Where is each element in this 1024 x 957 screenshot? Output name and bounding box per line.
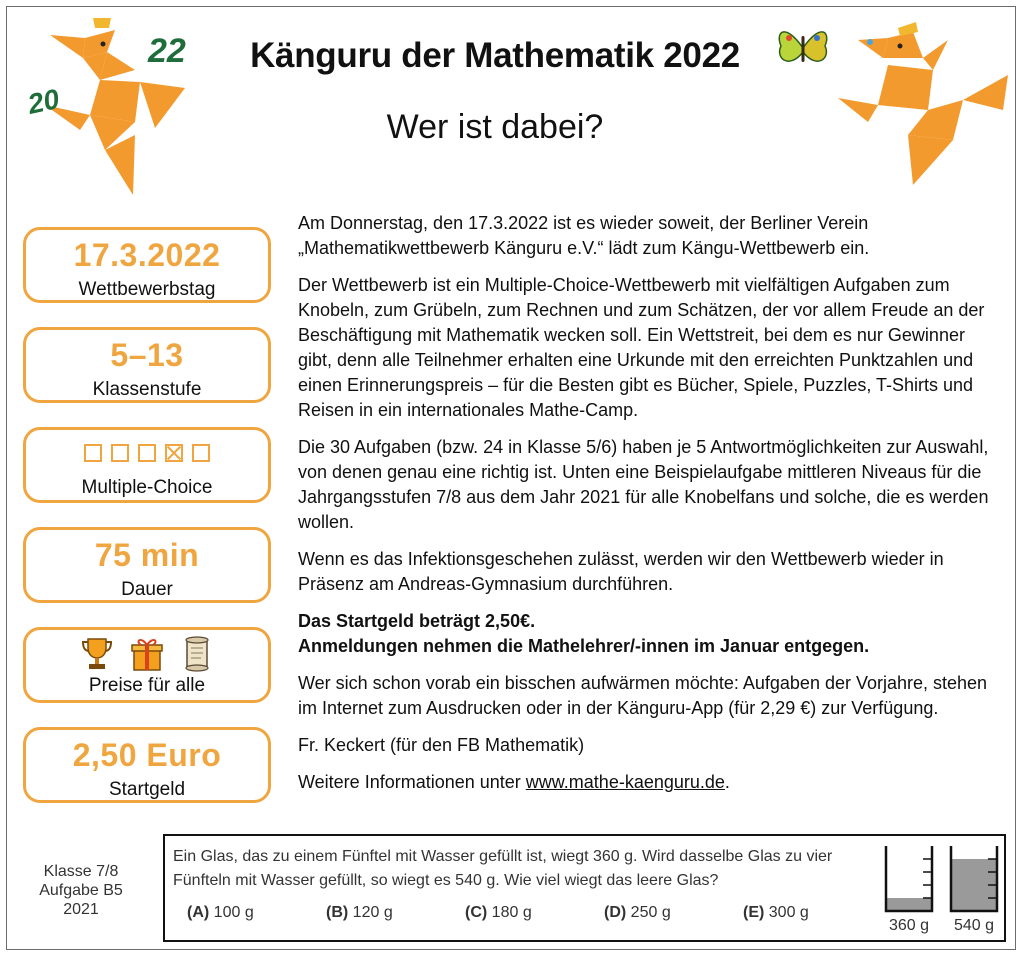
task-number: Aufgabe B5: [39, 882, 123, 899]
task-meta: [22, 862, 140, 919]
paragraph-intro: Am Donnerstag, den 17.3.2022 ist es wieder soweit, der Berliner Verein „Mathematikwettbewerb Känguru e.V.“ lädt zum Kängu-Wettbewerb ein.: [298, 213, 870, 258]
answer-value: 300 g: [768, 904, 809, 921]
answer-value: 120 g: [352, 904, 393, 921]
answer-letter: (A): [187, 904, 210, 921]
page-subtitle: Wer ist dabei?: [386, 108, 604, 146]
task-year: 2021: [63, 901, 99, 918]
checkbox-icon: [138, 444, 156, 462]
info-box-label: Startgeld: [108, 779, 186, 800]
paragraph-venue: Wenn es das Infektionsgeschehen zulässt, werden wir den Wettbewerb wieder in Präsenz am Andreas-Gymnasium durchführen.: [298, 549, 944, 594]
answer-letter: (D): [604, 904, 627, 921]
info-box-value: 75 min: [94, 537, 200, 573]
year-suffix: 22: [148, 32, 186, 70]
paragraph-description: Der Wettbewerb ist ein Multiple-Choice-Wettbewerb mit vielfältigen Aufgaben zum Knobeln, zum Grübeln, zum Rechnen und zum Schätzen, der vor allem Freude an der Beschäftigung mit Mathematik wecken soll. Ein Wettstreit, bei dem es nur Gewinner gibt, denn alle Teilnehmer erhalten eine Urkunde mit den erreichten Punktzahlen und einen Erinnerungspreis – für die Besten gibt es Bücher, Spiele, Puzzles, T-Shirts und Reisen in ein internationales Mathe-Camp.: [298, 275, 985, 420]
paragraph-more-info: [298, 770, 998, 795]
info-box-value: 2,50 Euro: [72, 737, 222, 773]
glass-icon: [951, 846, 997, 911]
paragraph-practice: Wer sich schon vorab ein bisschen aufwärmen möchte: Aufgaben der Vorjahre, stehen im Internet zum Ausdrucken oder in der Känguru-App (für 2,29 €) zur Verfügung.: [298, 673, 988, 718]
glass-icon: [886, 846, 932, 911]
answer-option-d: [604, 904, 743, 922]
answer-option-c: [465, 904, 604, 922]
info-box-label: Klassenstufe: [92, 379, 202, 400]
answer-letter: (E): [743, 904, 765, 921]
answer-value: 100 g: [213, 904, 254, 921]
task-question: Ein Glas, das zu einem Fünftel mit Wasser gefüllt ist, wiegt 360 g. Wird dasselbe Glas zu vier Fünfteln mit Wasser gefüllt, so wiegt es 540 g. Wie viel wiegt das leere Glas?: [173, 848, 833, 889]
paragraph-tasks: Die 30 Aufgaben (bzw. 24 in Klasse 5/6) haben je 5 Antwortmöglichkeiten zur Auswahl, von denen genau eine richtig ist. Unten eine Beispielaufgabe mittleren Niveaus für die Jahrgangsstufen 7/8 aus dem Jahr 2021 für alle Knobelfans und solche, die es werden wollen.: [298, 437, 989, 532]
glass-label-2: 540 g: [954, 917, 995, 934]
more-info-prefix: Weitere Informationen unter: [298, 772, 526, 792]
answer-option-a: [187, 904, 326, 922]
answer-option-e: [743, 904, 882, 922]
answer-option-b: [326, 904, 465, 922]
info-box-grades: [23, 327, 271, 403]
page-title: Känguru der Mathematik 2022: [250, 36, 740, 75]
scroll-icon: [181, 636, 213, 672]
checkbox-icon: [84, 444, 102, 462]
info-box-date: [23, 227, 271, 303]
info-box-fee: [23, 727, 271, 803]
info-box-label: Wettbewerbstag: [78, 279, 216, 300]
answer-value: 250 g: [630, 904, 671, 921]
info-box-prizes: [23, 627, 271, 703]
website-link[interactable]: www.mathe-kaenguru.de: [525, 772, 725, 792]
glass-label-1: 360 g: [889, 917, 930, 934]
fee-note: Das Startgeld beträgt 2,50€.: [298, 611, 536, 631]
answer-letter: (B): [326, 904, 349, 921]
year-prefix: 20: [25, 83, 62, 120]
paragraph-registration: [298, 609, 998, 659]
info-box-value: 17.3.2022: [73, 237, 221, 273]
gift-icon: [131, 636, 163, 672]
more-info-suffix: .: [724, 772, 730, 792]
trophy-icon: [81, 636, 113, 672]
answer-letter: (C): [465, 904, 488, 921]
body-text: [298, 211, 998, 807]
checkbox-row-icon: [26, 444, 268, 468]
info-box-duration: [23, 527, 271, 603]
answer-options: [187, 904, 882, 922]
paragraph-signature: Fr. Keckert (für den FB Mathematik): [298, 735, 585, 755]
example-task: [163, 834, 1006, 942]
info-box-label: Dauer: [121, 579, 173, 600]
info-box-value: 5–13: [110, 337, 184, 373]
info-box-label: Preise für alle: [88, 675, 206, 696]
checkbox-icon: [192, 444, 210, 462]
task-grade: Klasse 7/8: [43, 863, 119, 880]
glass-water-fill: [886, 898, 932, 911]
registration-note: Anmeldungen nehmen die Mathelehrer/-innen im Januar entgegen.: [298, 636, 870, 656]
checkbox-icon: [111, 444, 129, 462]
info-box-format: [23, 427, 271, 503]
checked-checkbox-icon: [165, 444, 183, 462]
info-box-label: Multiple-Choice: [81, 477, 213, 498]
answer-value: 180 g: [491, 904, 532, 921]
